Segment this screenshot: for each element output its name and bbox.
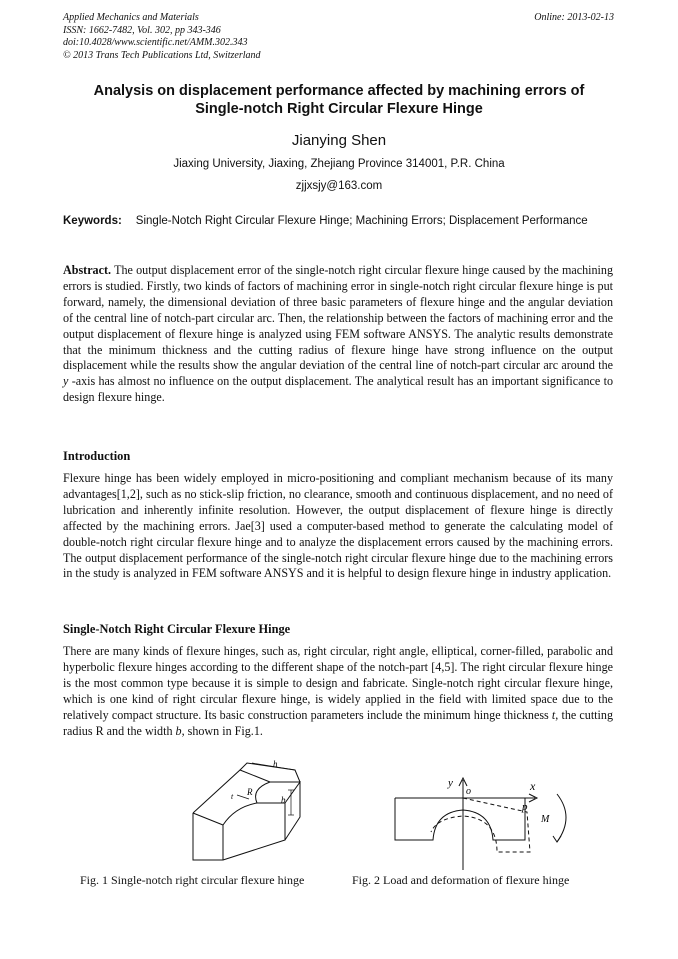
figure-2-caption: Fig. 2 Load and deformation of flexure hinge	[352, 873, 570, 887]
fig1-label-h: h	[273, 759, 278, 769]
author-name: Jianying Shen	[291, 132, 387, 149]
figure-1-caption: Fig. 1 Single-notch right circular flexure hinge	[80, 873, 305, 887]
fig2-label-y: y	[448, 777, 453, 789]
section2-text-a: There are many kinds of flexure hinges, such as, right circular, right angle, elliptical, corner-filled, parabolic and hyperbolic flexure hinges according to the different shape of the notch-part [4,5]. The right circular flexure hinge is the most common type because it is simple to design and fabricate. Single-notch right circular flexure hinge, which is one kind of right circular flexure hinge, is widely applied in the field with limited space due to the relatively compact structure. Its basic construction parameters include the minimum hinge thickness	[63, 644, 613, 722]
keywords-block	[63, 213, 613, 229]
fig1-label-b: b	[281, 795, 286, 805]
fig2-label-o: o	[466, 786, 471, 797]
figure-1-hinge-drawing	[185, 755, 310, 865]
fig1-label-t: t	[231, 792, 234, 801]
section2-text-c: , shown in Fig.1.	[181, 723, 263, 738]
section2-paragraph	[63, 644, 613, 739]
abstract	[63, 263, 613, 406]
intro-paragraph: Flexure hinge has been widely employed in micro-positioning and compliant mechanism because of its many advantages[1,2], such as no stick-slip friction, no clearance, smooth and continuous displacement, and no need of lubrication and inherently infinite resolution. However, the output displacement of flexure hinge is directly affected by the machining errors. Jae[3] used a computer-based method to generate the calculating model of double-notch right circular flexure hinge and to analyze the displacement errors caused by the machining errors. The output displacement performance of the single-notch right circular flexure hinge due to the machining errors in the study is analyzed in FEM software ANSYS and it is helpful to design flexure hinge in industry application.	[63, 471, 613, 581]
fig2-label-p: p	[522, 801, 528, 813]
abstract-variable: y	[63, 374, 69, 389]
figure-2-load-deformation	[385, 772, 585, 872]
section2-heading: Single-Notch Right Circular Flexure Hinge	[63, 622, 291, 636]
journal-name: Applied Mechanics and Materials	[63, 12, 199, 23]
section2-text-b: , the cutting radius R and the width	[63, 707, 613, 738]
author-email: zjjxsjy@163.com	[295, 180, 383, 192]
abstract-text-2: -axis has almost no influence on the output displacement. The analytical result has an important significance to design flexure hinge.	[63, 374, 613, 405]
fig2-label-x: x	[530, 779, 536, 793]
intro-heading: Introduction	[63, 449, 131, 463]
affiliation: Jiaxing University, Jiaxing, Zhejiang Province 314001, P.R. China	[173, 158, 505, 170]
fig1-label-R: R	[247, 787, 253, 797]
var-t: t	[551, 707, 556, 722]
doi-line: doi:10.4028/www.scientific.net/AMM.302.343	[63, 37, 248, 48]
copyright-line: © 2013 Trans Tech Publications Ltd, Switzerland	[63, 49, 261, 61]
title-line-1: Analysis on displacement performance affected by machining errors of	[93, 83, 585, 99]
online-date: Online: 2013-02-13	[534, 12, 614, 23]
title-line-2: Single-notch Right Circular Flexure Hinge	[195, 101, 483, 117]
keywords-label: Keywords:	[63, 215, 122, 227]
paper-title	[50, 82, 628, 118]
journal-meta	[63, 12, 261, 62]
abstract-label: Abstract.	[63, 263, 112, 277]
var-b: b	[175, 723, 182, 738]
fig2-label-M: M	[541, 814, 550, 825]
keywords-text: Single-Notch Right Circular Flexure Hinge; Machining Errors; Displacement Performance	[135, 215, 588, 227]
abstract-text: The output displacement error of the single-notch right circular flexure hinge caused by the machining errors is studied. Firstly, two kinds of factors of machining error in single-notch right circular flexure hinge is put forward, namely, the dimensional deviation of three basic parameters of flexure hinge and the angular deviation of the central line of notch-part circular arc. Then, the relationship between the factors of machining error and the output displacement of flexure hinge is analyzed using FEM software ANSYS. The analytic results demonstrate that the minimum thickness and the cutting radius of flexure hinge have strong influence on the output displacement while the results show the angular deviation of the central line of notch-part circular arc around the	[63, 263, 613, 373]
issn-line: ISSN: 1662-7482, Vol. 302, pp 343-346	[63, 24, 221, 36]
